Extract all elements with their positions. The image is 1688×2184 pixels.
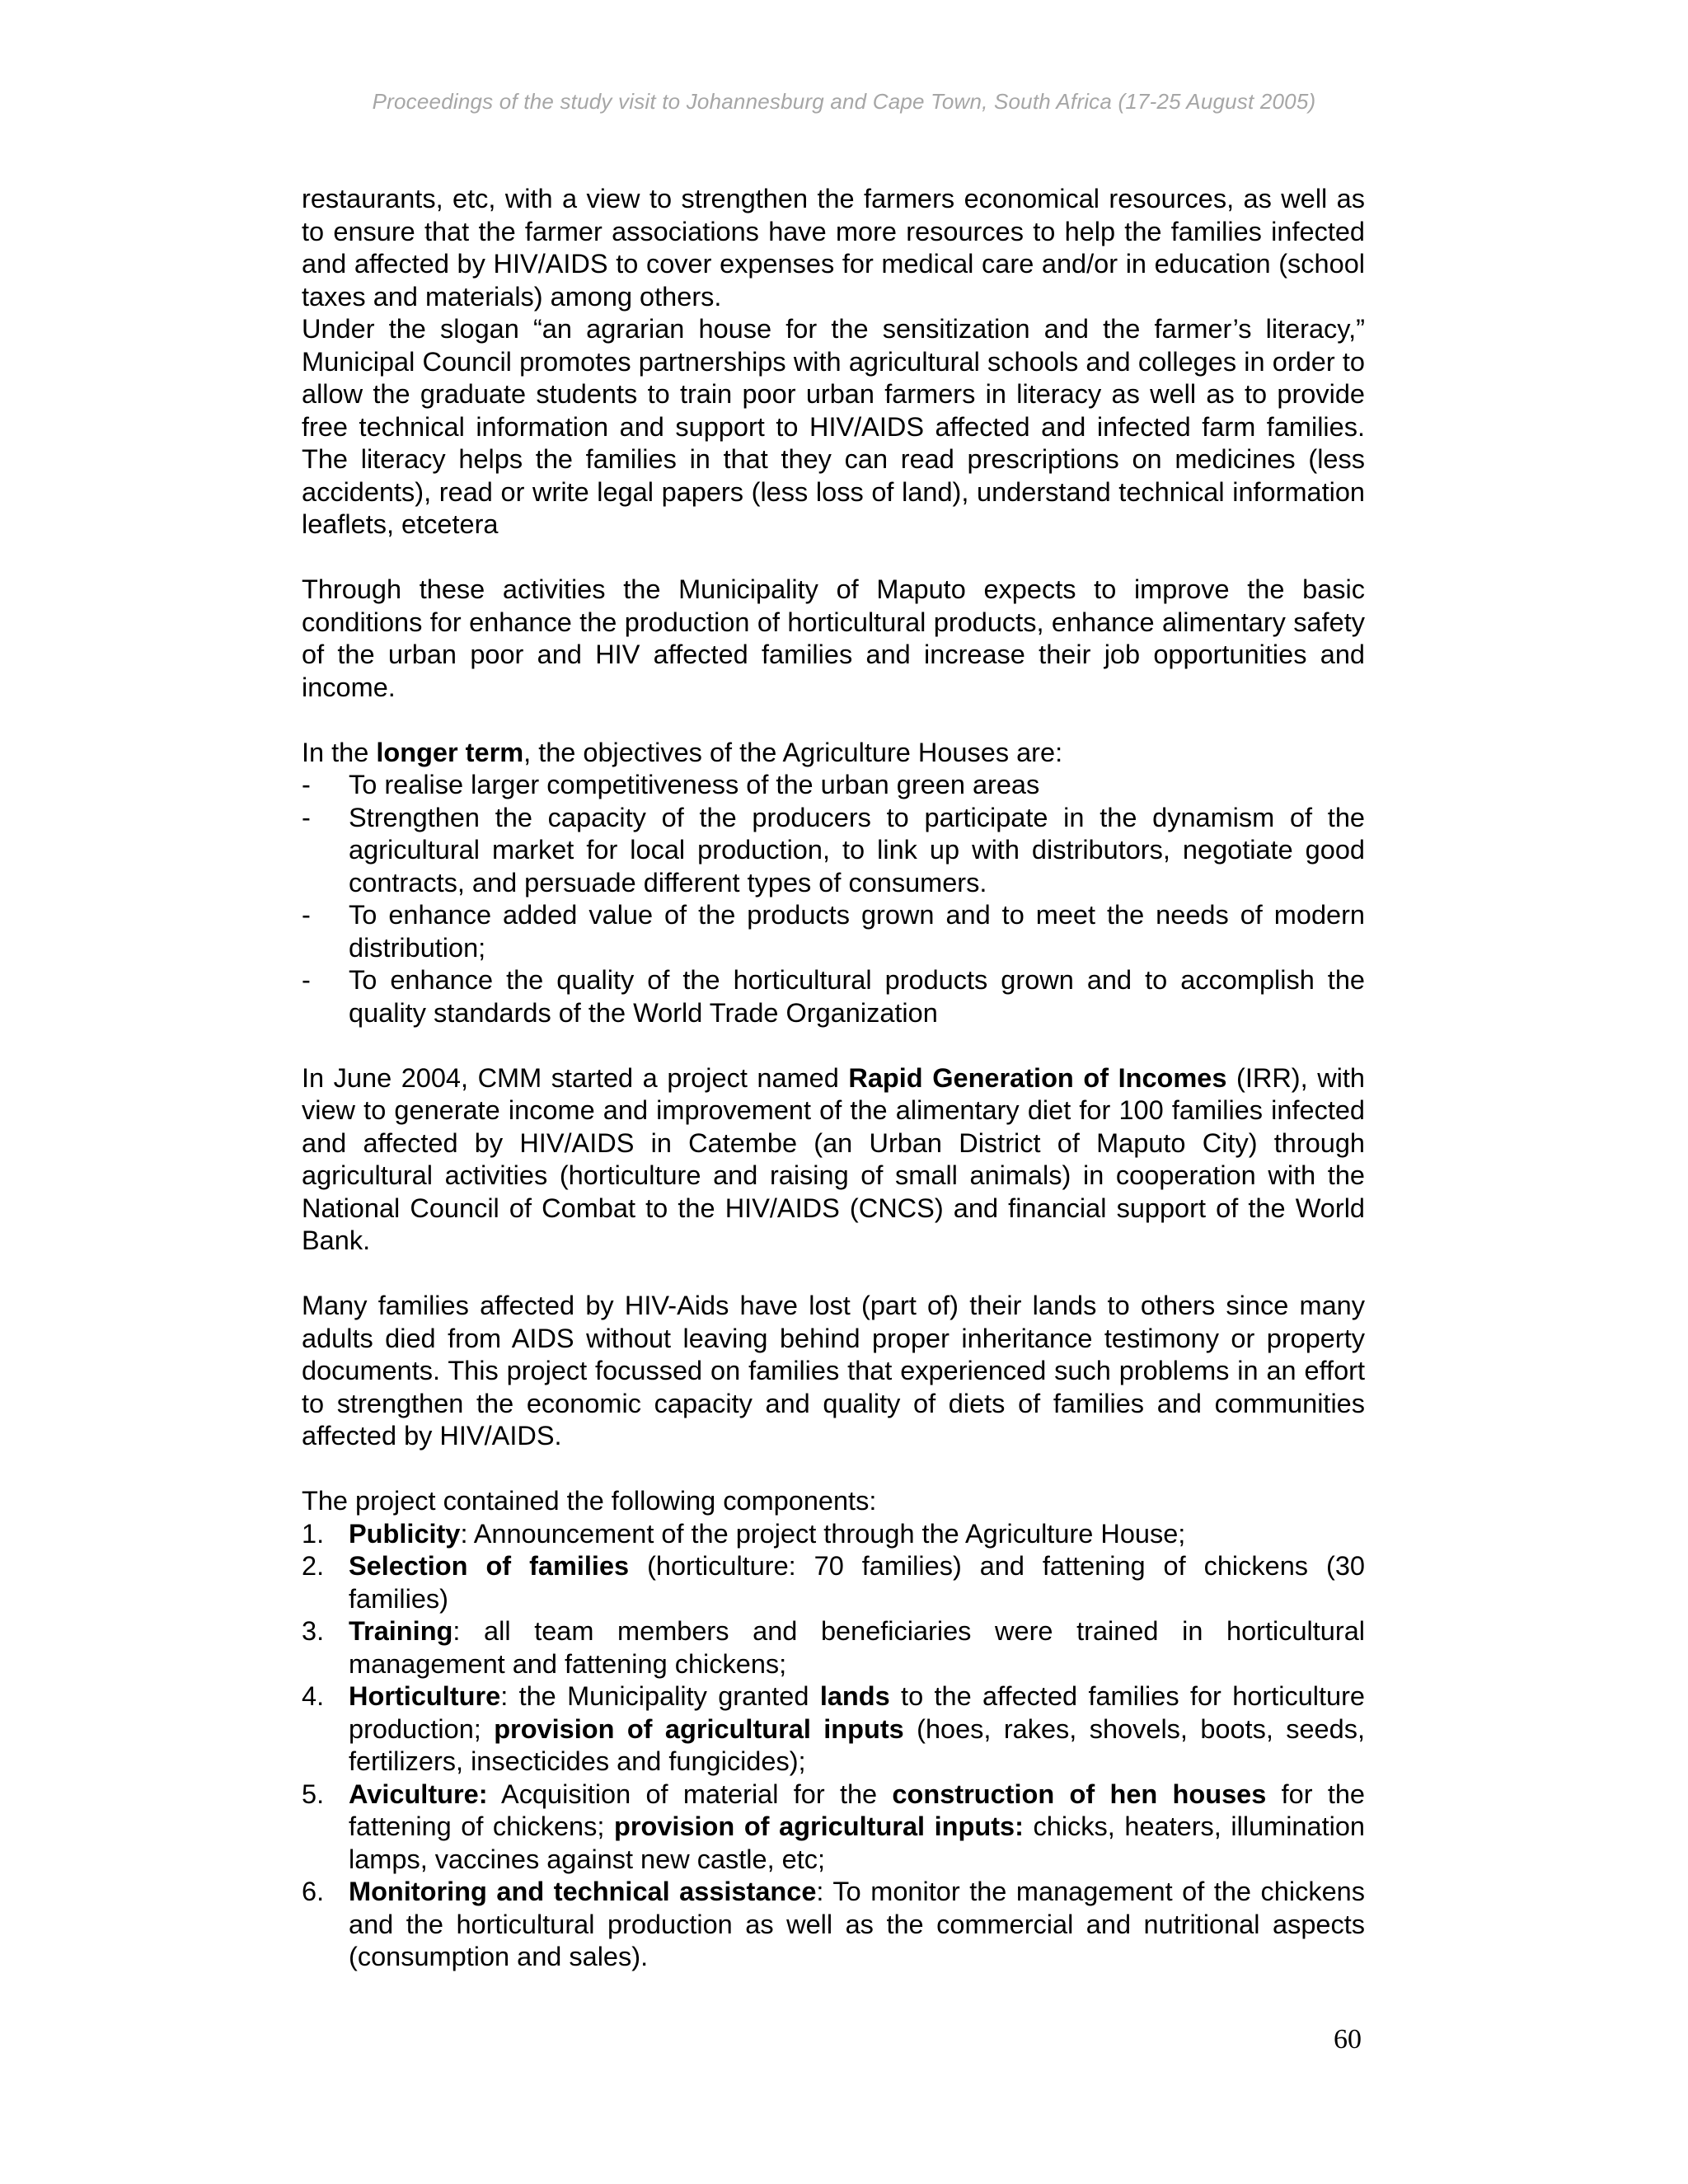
document-body [302, 183, 1365, 1974]
paragraph-irr-project: In June 2004, CMM started a project named Rapid Generation of Incomes (IRR), with view to generate income and improvement of the alimentary diet for 100 families infected and affected by HIV/AIDS in Catembe (an Urban District of Maputo City) through agricultural activities (horticulture and raising of small animals) in cooperation with the National Council of Combat to the HIV/AIDS (CNCS) and financial support of the World Bank. [302, 1062, 1365, 1255]
longer-term-bold: longer term [376, 737, 524, 767]
list-item: - To realise larger competitiveness of the urban green areas [302, 770, 1040, 799]
objectives-list [302, 769, 1365, 1029]
list-item: 2. Selection of families (horticulture: 70 families) and fattening of chickens (30 families) [302, 1551, 1365, 1614]
list-item: 4. Horticulture: the Municipality granted lands to the affected families for horticulture production; provision of agricultural inputs (hoes, rakes, shovels, boots, seeds, fertilizers, insecticides and fungicides); [302, 1681, 1365, 1776]
paragraph-slogan: Under the slogan “an agrarian house for the sensitization and the farmer’s literacy,” Municipal Council promotes partnerships with agricultural schools and colleges in order to allow the graduate students to train poor urban farmers in literacy as well as to provide free technical information and support to HIV/AIDS affected and infected farm families. The literacy helps the families in that they can read prescriptions on medicines (less accidents), read or write legal papers (less loss of land), understand technical information leaflets, etcetera [302, 314, 1365, 539]
paragraph-families: Many families affected by HIV-Aids have lost (part of) their lands to others since many adults died from AIDS without leaving behind proper inheritance testimony or property documents. This project focussed on families that experienced such problems in an effort to strengthen the economic capacity and quality of diets of families and communities affected by HIV/AIDS. [302, 1291, 1365, 1451]
list-item: - To enhance the quality of the horticultural products grown and to accomplish the quality standards of the World Trade Organization [302, 965, 1365, 1028]
list-item: 5. Aviculture: Acquisition of material for the construction of hen houses for the fattening of chickens; provision of agricultural inputs: chicks, heaters, illumination lamps, vaccines against new castle, etc; [302, 1779, 1365, 1874]
list-item: 1. Publicity: Announcement of the project through the Agriculture House; [302, 1518, 1186, 1549]
page-number: 60 [1334, 2024, 1362, 2055]
paragraph-activities: Through these activities the Municipality of Maputo expects to improve the basic conditions for enhance the production of horticultural products, enhance alimentary safety of the urban poor and HIV affected families and increase their job opportunities and income. [302, 574, 1365, 702]
list-item: 3. Training: all team members and beneficiaries were trained in horticultural management and fattening chickens; [302, 1616, 1365, 1679]
components-list [302, 1518, 1365, 1974]
paragraph-restaurants: restaurants, etc, with a view to strengthen the farmers economical resources, as well as to ensure that the farmer associations have more resources to help the families infected and affected by HIV/AIDS to cover expenses for medical care and/or in education (school taxes and materials) among others. [302, 184, 1365, 312]
running-header: Proceedings of the study visit to Johannesburg and Cape Town, South Africa (17-25 August 2005) [372, 89, 1316, 114]
list-item: 6. Monitoring and technical assistance: To monitor the management of the chickens and the horticultural production as well as the commercial and nutritional aspects (consumption and sales). [302, 1877, 1365, 1971]
components-intro: The project contained the following components: [302, 1486, 877, 1516]
longer-term-intro: In the longer term, the objectives of the Agriculture Houses are: [302, 737, 1063, 767]
list-item: - Strengthen the capacity of the producers to participate in the dynamism of the agricultural market for local production, to link up with distributors, negotiate good contracts, and persuade different types of consumers. [302, 802, 1365, 898]
list-item: - To enhance added value of the products grown and to meet the needs of modern distribution; [302, 900, 1365, 963]
project-name-bold: Rapid Generation of Incomes [848, 1062, 1227, 1093]
